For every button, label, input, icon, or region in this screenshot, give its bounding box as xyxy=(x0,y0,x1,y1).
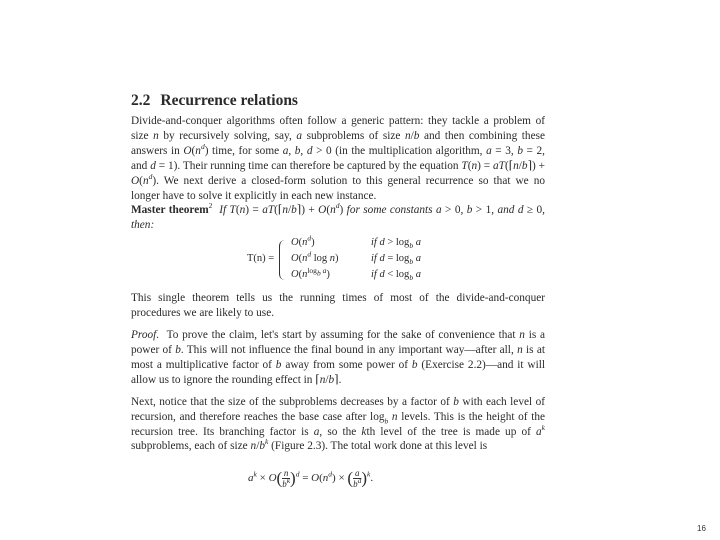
page-number: 16 xyxy=(697,524,706,533)
intro-paragraph: Divide-and-conquer algorithms often follow a generic pattern: they tackle a problem of size n by recursively solving, say, a subproblems of size n/b and then combining these answers in $O(n^d)$ time, for some a, b, d > 0 (in the multiplication algorithm, a = 3, b = 2, and d = 1). Their running time can therefore be captured by the equation T(n) = aT(⌈n/b⌉) + $O(n^d)$. We next derive a closed-form solution to this general recurrence so that we no longer have to solve it explicitly in each new instance. xyxy=(131,115,546,202)
case-condition-2: if $d = \log_b a$ xyxy=(371,253,421,267)
master-theorem-cases xyxy=(131,233,545,286)
proof-label: Proof. xyxy=(131,329,160,342)
case-condition-3: if $d < \log_b a$ xyxy=(371,269,421,283)
textbook-page xyxy=(131,92,545,500)
footnote-marker: 2 xyxy=(208,201,213,211)
theorem-remark-paragraph: This single theorem tells us the running times of most of the divide-and-conquer procedures we are likely to use. xyxy=(131,292,545,320)
section-number: 2.2 xyxy=(131,92,151,109)
case-condition-1: if $d > \log_b a$ xyxy=(371,237,421,251)
section-title: Recurrence relations xyxy=(160,92,298,109)
master-theorem-statement: Master theorem$^2$ If T(n) = aT(⌈n/b⌉) + $O(n^d)$ for some constants a > 0, b > 1, and d ≥ 0, then: xyxy=(131,201,545,232)
case-row-1: $O(n^d)$ xyxy=(291,233,315,249)
section-heading xyxy=(131,92,545,110)
case-row-3: $O(n^{log_b a})$ xyxy=(291,265,330,281)
cases-brace xyxy=(279,240,287,280)
level-work-equation: $a^k \times O$( $\frac{n}{b^k})^d = O(n^d)$ × ( $\frac{a}{b^d})^k$. xyxy=(248,468,374,490)
cases-lhs: T(n) = xyxy=(247,253,275,265)
theorem-label: Master theorem xyxy=(131,204,209,217)
case-row-2: $O(n^d$ log n) xyxy=(291,249,339,265)
recursion-tree-paragraph: Next, notice that the size of the subproblems decreases by a factor of b with each level of recursion, and therefore reaches the base case after $\log_b n$ levels. This is the height of the recursion tree. Its branching factor is a, so the kth level of the tree is made up of $a^k$ subproblems, each of size $n/b^k$ (Figure 2.3). The total work done at this level is xyxy=(131,395,546,453)
proof-paragraph: Proof. To prove the claim, let's start by assuming for the sake of convenience that n is a power of b. This will not influence the final bound in any important way—after all, n is at most a multiplicative factor of b away from some power of b (Exercise 2.2)—and it will allow us to ignore the rounding effect in ⌈n/b⌉. xyxy=(131,329,545,386)
